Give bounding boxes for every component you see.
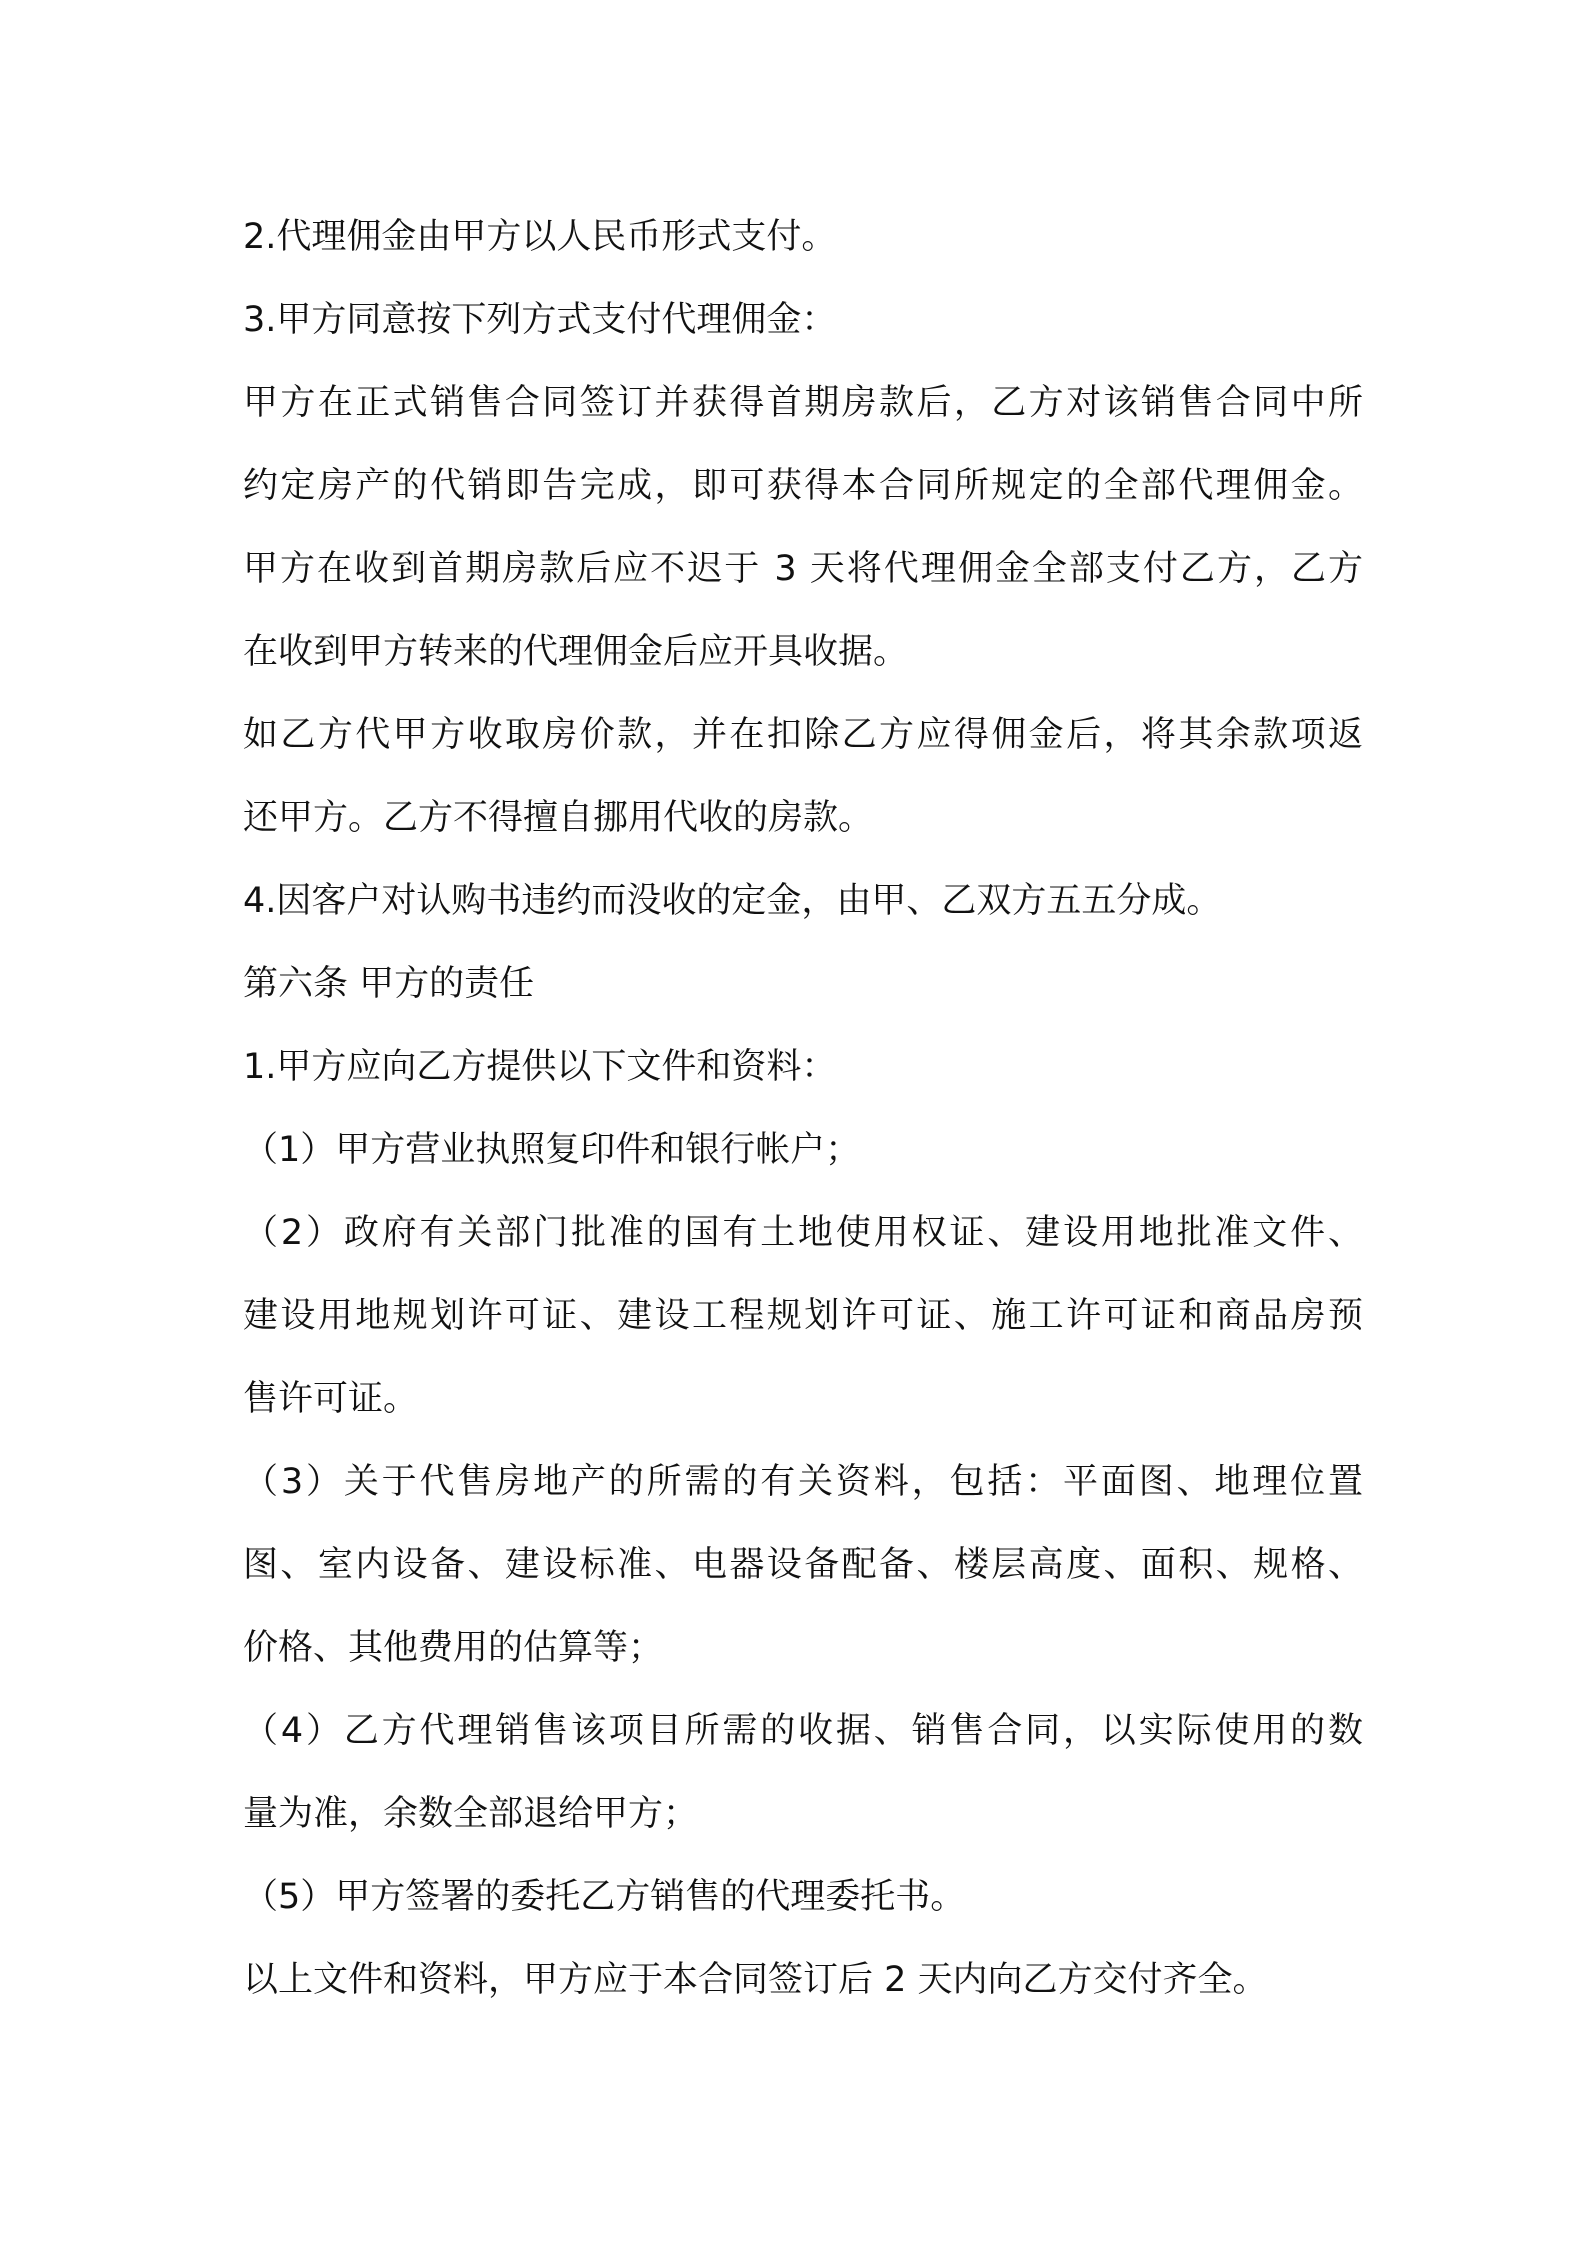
document-body [243, 196, 1363, 2022]
text-line: 图、室内设备、建设标准、电器设备配备、楼层高度、面积、规格、 [243, 1545, 1363, 1585]
text-line: 建设用地规划许可证、建设工程规划许可证、施工许可证和商品房预 [243, 1296, 1363, 1336]
text-line: 3.甲方同意按下列方式支付代理佣金： [243, 300, 837, 340]
text-line: 约定房产的代销即告完成，即可获得本合同所规定的全部代理佣金。 [243, 466, 1363, 506]
text-line: 售许可证。 [243, 1379, 419, 1419]
list-item: （5）甲方签署的委托乙方销售的代理委托书。 [243, 1877, 966, 1917]
list-item: （2）政府有关部门批准的国有土地使用权证、建设用地批准文件、 [243, 1213, 1363, 1253]
text-line: 以上文件和资料，甲方应于本合同签订后 2 天内向乙方交付齐全。 [243, 1960, 1268, 2000]
text-line: 2.代理佣金由甲方以人民币形式支付。 [243, 217, 837, 257]
text-line: 甲方在正式销售合同签订并获得首期房款后，乙方对该销售合同中所 [243, 383, 1363, 423]
text-line: 甲方在收到首期房款后应不迟于 3 天将代理佣金全部支付乙方，乙方 [243, 549, 1363, 589]
text-line: 还甲方。乙方不得擅自挪用代收的房款。 [243, 798, 874, 838]
list-item: （1）甲方营业执照复印件和银行帐户； [243, 1130, 861, 1170]
text-line: 价格、其他费用的估算等； [243, 1628, 664, 1668]
list-item: （3）关于代售房地产的所需的有关资料，包括：平面图、地理位置 [243, 1462, 1363, 1502]
text-line: 量为准，余数全部退给甲方； [243, 1794, 699, 1834]
text-line: 1.甲方应向乙方提供以下文件和资料： [243, 1047, 837, 1087]
list-item: （4）乙方代理销售该项目所需的收据、销售合同，以实际使用的数 [243, 1711, 1363, 1751]
text-line: 如乙方代甲方收取房价款，并在扣除乙方应得佣金后，将其余款项返 [243, 715, 1363, 755]
text-line: 在收到甲方转来的代理佣金后应开具收据。 [243, 632, 909, 672]
text-line: 4.因客户对认购书违约而没收的定金，由甲、乙双方五五分成。 [243, 881, 1222, 921]
section-heading: 第六条 甲方的责任 [243, 964, 535, 1004]
